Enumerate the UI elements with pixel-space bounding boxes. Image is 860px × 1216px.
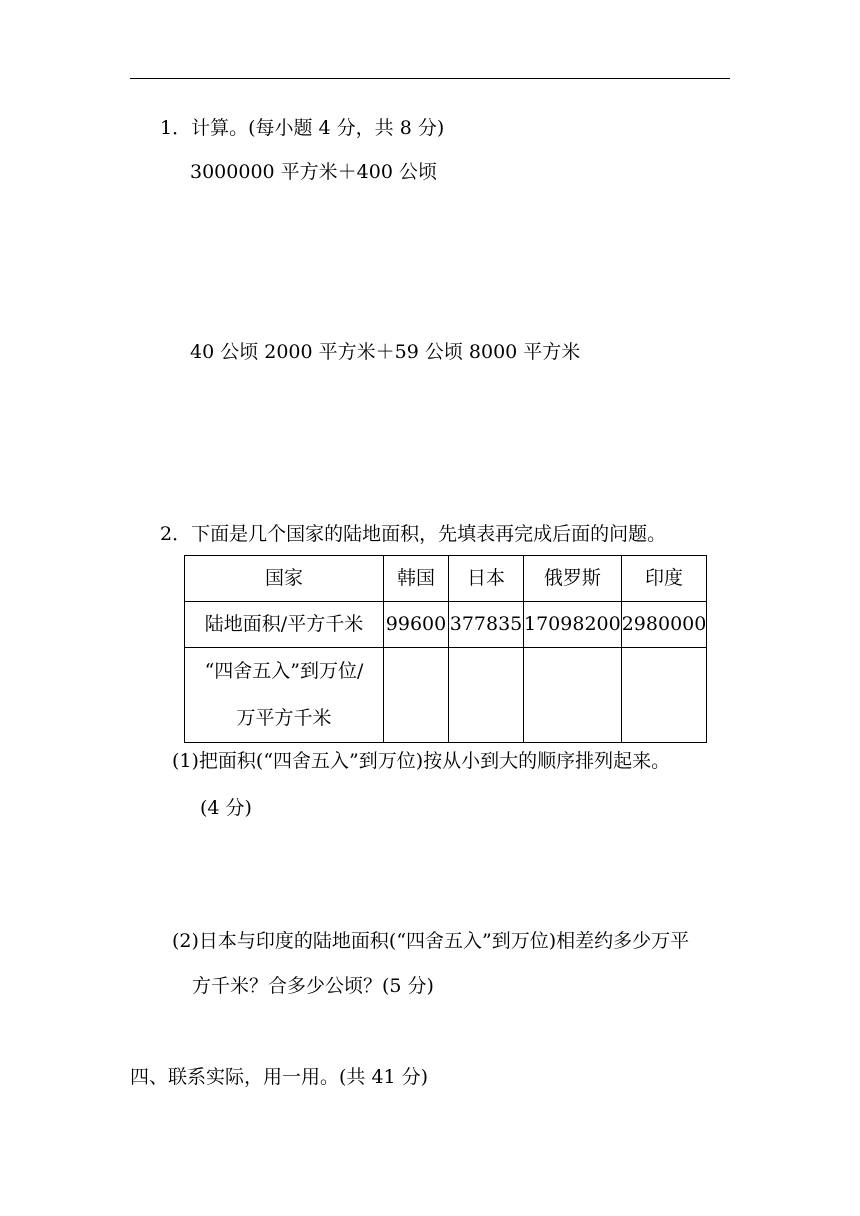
land-area-table	[184, 555, 707, 743]
header-cell-russia: 俄罗斯	[524, 556, 622, 602]
table-row-rounded	[185, 648, 707, 743]
header-rule	[130, 78, 730, 79]
table-row-area	[185, 602, 707, 648]
q2-sub2-line2: 方千米？合多少公顷？(5 分)	[192, 975, 434, 997]
rounded-cell-india	[621, 648, 707, 743]
q1-expression-2: 40 公顷 2000 平方米＋59 公顷 8000 平方米	[190, 341, 581, 363]
q2-sub2-line1: (2)日本与印度的陆地面积(“四舍五入”到万位)相差约多少万平	[172, 930, 690, 952]
header-cell-country: 国家	[185, 556, 384, 602]
q1-expression-1: 3000000 平方米＋400 公顷	[190, 161, 437, 183]
q2-heading: 2．下面是几个国家的陆地面积，先填表再完成后面的问题。	[160, 523, 667, 545]
rounded-cell-korea	[384, 648, 449, 743]
section4-heading: 四、联系实际，用一用。(共 41 分)	[130, 1066, 429, 1088]
q1-heading: 1．计算。(每小题 4 分，共 8 分)	[160, 117, 445, 139]
area-cell-japan: 377835	[449, 602, 524, 648]
area-row-label: 陆地面积/平方千米	[185, 602, 384, 648]
area-cell-korea: 99600	[384, 602, 449, 648]
q2-sub1-line2: (4 分)	[200, 797, 252, 819]
rounded-row-label-line2: 万平方千米	[236, 707, 332, 729]
area-cell-russia: 17098200	[524, 602, 622, 648]
rounded-cell-russia	[524, 648, 622, 743]
rounded-cell-japan	[449, 648, 524, 743]
rounded-row-label-line1: “四舍五入”到万位/	[204, 660, 364, 682]
header-cell-korea: 韩国	[384, 556, 449, 602]
header-cell-japan: 日本	[449, 556, 524, 602]
area-cell-india: 2980000	[621, 602, 707, 648]
table-header-row	[185, 556, 707, 602]
q2-sub1-line1: (1)把面积(“四舍五入”到万位)按从小到大的顺序排列起来。	[172, 750, 671, 772]
header-cell-india: 印度	[621, 556, 707, 602]
rounded-row-label	[185, 648, 384, 743]
